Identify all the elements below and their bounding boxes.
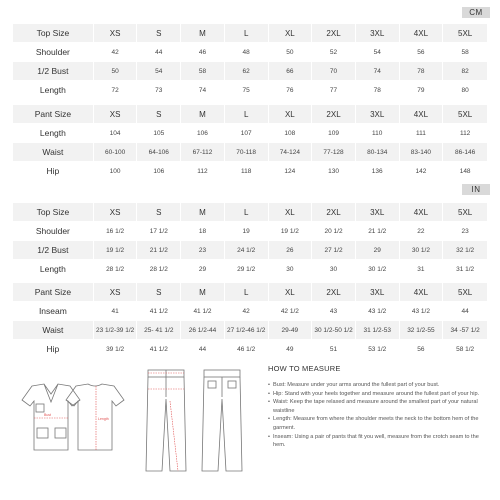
size-column-header: S (137, 24, 181, 43)
measurement-value: 86-146 (443, 143, 488, 162)
size-column-header: 2XL (312, 24, 356, 43)
measurement-value: 56 (399, 340, 443, 359)
size-column-header: M (181, 283, 225, 302)
table-row (13, 162, 488, 181)
size-column-header: S (137, 283, 181, 302)
size-column-header: 5XL (443, 283, 488, 302)
measurement-value: 78 (355, 81, 399, 100)
measurement-value: 110 (355, 124, 399, 143)
table-header-label: Pant Size (13, 105, 94, 124)
size-column-header: 4XL (399, 203, 443, 222)
measurement-value: 136 (355, 162, 399, 181)
bust-label: Bust (44, 413, 52, 417)
size-column-header: XL (268, 283, 312, 302)
measurement-value: 21 1/2 (355, 222, 399, 241)
in-top-size-table (12, 202, 488, 279)
size-column-header: 5XL (443, 24, 488, 43)
measurement-value: 28 1/2 (93, 260, 137, 279)
measurement-value: 109 (312, 124, 356, 143)
measurement-value: 111 (399, 124, 443, 143)
size-column-header: 3XL (355, 24, 399, 43)
size-column-header: 2XL (312, 105, 356, 124)
measurement-value: 74 (181, 81, 225, 100)
measurement-value: 78 (399, 62, 443, 81)
size-column-header: XS (93, 24, 137, 43)
measurement-value: 16 1/2 (93, 222, 137, 241)
measurement-value: 23 (443, 222, 488, 241)
measurement-label: Length (13, 260, 94, 279)
size-column-header: XL (268, 105, 312, 124)
table-header-label: Pant Size (13, 283, 94, 302)
size-column-header: 4XL (399, 24, 443, 43)
measurement-value: 56 (399, 43, 443, 62)
measurement-value: 80-134 (355, 143, 399, 162)
measurement-value: 41 (93, 302, 137, 321)
measurement-value: 124 (268, 162, 312, 181)
measurement-value: 77-128 (312, 143, 356, 162)
measurement-value: 20 1/2 (312, 222, 356, 241)
measurement-value: 29-49 (268, 321, 312, 340)
measurement-value: 46 (181, 43, 225, 62)
how-to-measure-section (268, 364, 490, 450)
measurement-value: 31 1/2-53 (355, 321, 399, 340)
measurement-value: 30 (268, 260, 312, 279)
size-column-header: 5XL (443, 203, 488, 222)
measurement-value: 18 (181, 222, 225, 241)
measurement-value: 70-118 (224, 143, 268, 162)
size-column-header: XL (268, 24, 312, 43)
measurement-value: 42 1/2 (268, 302, 312, 321)
measurement-value: 24 1/2 (224, 241, 268, 260)
cm-unit-tag: CM (462, 7, 490, 18)
measurement-value: 30 1/2 (399, 241, 443, 260)
measurement-value: 22 (399, 222, 443, 241)
measurement-value: 54 (355, 43, 399, 62)
measurement-value: 74 (355, 62, 399, 81)
size-column-header: XL (268, 203, 312, 222)
measure-tip-length: • Length: Measure from where the shoulder meets the neck to the bottom hem of the garment. (268, 415, 490, 432)
measurement-value: 42 (93, 43, 137, 62)
table-header-label: Top Size (13, 24, 94, 43)
measurement-value: 60-100 (93, 143, 137, 162)
measurement-value: 27 1/2 (312, 241, 356, 260)
measurement-label: 1/2 Bust (13, 62, 94, 81)
size-column-header: 4XL (399, 283, 443, 302)
measurement-label: Waist (13, 321, 94, 340)
table-row (13, 260, 488, 279)
measurement-value: 30 1/2-50 1/2 (312, 321, 356, 340)
measurement-value: 112 (181, 162, 225, 181)
measurement-value: 31 1/2 (443, 260, 488, 279)
measurement-value: 66 (268, 62, 312, 81)
measurement-label: Hip (13, 162, 94, 181)
measurement-value: 26 1/2-44 (181, 321, 225, 340)
table-row (13, 241, 488, 260)
table-header-row (13, 105, 488, 124)
table-header-row (13, 24, 488, 43)
size-column-header: 3XL (355, 105, 399, 124)
measurement-value: 34 -57 1/2 (443, 321, 488, 340)
measurement-value: 27 1/2-46 1/2 (224, 321, 268, 340)
cm-top-size-table (12, 23, 488, 100)
measurement-value: 52 (312, 43, 356, 62)
size-column-header: M (181, 105, 225, 124)
measurement-value: 48 (224, 43, 268, 62)
pants-illustration (140, 367, 252, 475)
measurement-value: 31 (399, 260, 443, 279)
measurement-value: 30 (312, 260, 356, 279)
measurement-value: 23 1/2-39 1/2 (93, 321, 137, 340)
table-row (13, 340, 488, 359)
measurement-value: 41 1/2 (181, 302, 225, 321)
measurement-value: 83-140 (399, 143, 443, 162)
measurement-value: 106 (181, 124, 225, 143)
measurement-value: 108 (268, 124, 312, 143)
table-header-row (13, 283, 488, 302)
measurement-value: 44 (137, 43, 181, 62)
size-column-header: 2XL (312, 203, 356, 222)
measurement-label: Hip (13, 340, 94, 359)
table-row (13, 302, 488, 321)
in-unit-tag: IN (462, 184, 490, 195)
measure-tip-inseam: • Inseam: Using a pair of pants that fit you well, measure from the crotch seam to the hem. (268, 433, 490, 450)
size-column-header: S (137, 203, 181, 222)
measurement-value: 44 (181, 340, 225, 359)
size-column-header: 3XL (355, 203, 399, 222)
table-row (13, 124, 488, 143)
measurement-label: Length (13, 124, 94, 143)
measurement-value: 51 (312, 340, 356, 359)
measurement-value: 17 1/2 (137, 222, 181, 241)
size-column-header: M (181, 24, 225, 43)
measurement-value: 26 (268, 241, 312, 260)
measurement-value: 50 (93, 62, 137, 81)
measurement-value: 80 (443, 81, 488, 100)
measurement-value: 100 (93, 162, 137, 181)
measurement-label: Shoulder (13, 222, 94, 241)
measurement-value: 118 (224, 162, 268, 181)
cm-pant-size-table (12, 104, 488, 181)
measurement-value: 106 (137, 162, 181, 181)
measurement-label: Inseam (13, 302, 94, 321)
table-header-label: Top Size (13, 203, 94, 222)
measurement-value: 142 (399, 162, 443, 181)
measurement-value: 70 (312, 62, 356, 81)
table-row (13, 81, 488, 100)
measurement-value: 30 1/2 (355, 260, 399, 279)
size-column-header: L (224, 24, 268, 43)
measurement-value: 112 (443, 124, 488, 143)
measurement-value: 64-106 (137, 143, 181, 162)
measurement-value: 44 (443, 302, 488, 321)
measurement-value: 29 (355, 241, 399, 260)
measurement-value: 25- 41 1/2 (137, 321, 181, 340)
measurement-value: 23 (181, 241, 225, 260)
table-row (13, 321, 488, 340)
measure-tip-waist: • Waist: Keep the tape relaxed and measure around the smallest part of your natural waistline (268, 398, 490, 415)
size-column-header: XS (93, 105, 137, 124)
measurement-value: 43 1/2 (355, 302, 399, 321)
measurement-value: 148 (443, 162, 488, 181)
measurement-value: 79 (399, 81, 443, 100)
measurement-value: 76 (268, 81, 312, 100)
measurement-value: 58 (443, 43, 488, 62)
size-column-header: L (224, 283, 268, 302)
measurement-value: 32 1/2 (443, 241, 488, 260)
measurement-value: 67-112 (181, 143, 225, 162)
size-column-header: 3XL (355, 283, 399, 302)
measurement-value: 73 (137, 81, 181, 100)
size-column-header: 4XL (399, 105, 443, 124)
how-to-measure-list (268, 381, 490, 450)
measurement-value: 75 (224, 81, 268, 100)
measurement-value: 107 (224, 124, 268, 143)
table-row (13, 62, 488, 81)
size-column-header: S (137, 105, 181, 124)
measurement-value: 104 (93, 124, 137, 143)
measurement-value: 49 (268, 340, 312, 359)
measurement-value: 58 1/2 (443, 340, 488, 359)
measurement-value: 105 (137, 124, 181, 143)
measurement-value: 58 (181, 62, 225, 81)
measurement-value: 74-124 (268, 143, 312, 162)
measurement-value: 62 (224, 62, 268, 81)
size-column-header: XS (93, 283, 137, 302)
scrub-top-illustration (14, 380, 126, 458)
measure-tip-hip: • Hip: Stand with your heels together and measure around the fullest part of your hip. (268, 390, 490, 399)
measurement-value: 43 1/2 (399, 302, 443, 321)
measurement-value: 82 (443, 62, 488, 81)
length-label: Length (98, 417, 109, 421)
measurement-value: 130 (312, 162, 356, 181)
how-to-measure-title: HOW TO MEASURE (268, 364, 341, 373)
measurement-value: 41 1/2 (137, 340, 181, 359)
measurement-value: 21 1/2 (137, 241, 181, 260)
size-column-header: L (224, 105, 268, 124)
measurement-value: 19 (224, 222, 268, 241)
size-column-header: 2XL (312, 283, 356, 302)
table-header-row (13, 203, 488, 222)
measurement-value: 19 1/2 (93, 241, 137, 260)
size-column-header: XS (93, 203, 137, 222)
measurement-value: 72 (93, 81, 137, 100)
measurement-value: 29 1/2 (224, 260, 268, 279)
measurement-value: 42 (224, 302, 268, 321)
measurement-value: 53 1/2 (355, 340, 399, 359)
measure-tip-bust: • Bust: Measure under your arms around the fullest part of your bust. (268, 381, 490, 390)
measurement-label: Waist (13, 143, 94, 162)
size-column-header: L (224, 203, 268, 222)
measurement-label: Shoulder (13, 43, 94, 62)
measurement-value: 19 1/2 (268, 222, 312, 241)
measurement-value: 28 1/2 (137, 260, 181, 279)
measurement-value: 29 (181, 260, 225, 279)
measurement-value: 46 1/2 (224, 340, 268, 359)
measurement-value: 54 (137, 62, 181, 81)
table-row (13, 43, 488, 62)
measurement-value: 77 (312, 81, 356, 100)
table-row (13, 222, 488, 241)
table-row (13, 143, 488, 162)
in-pant-size-table (12, 282, 488, 359)
size-column-header: 5XL (443, 105, 488, 124)
size-column-header: M (181, 203, 225, 222)
measurement-value: 50 (268, 43, 312, 62)
measurement-value: 43 (312, 302, 356, 321)
measurement-value: 41 1/2 (137, 302, 181, 321)
measurement-value: 32 1/2-55 (399, 321, 443, 340)
measurement-label: 1/2 Bust (13, 241, 94, 260)
measurement-value: 39 1/2 (93, 340, 137, 359)
measurement-label: Length (13, 81, 94, 100)
